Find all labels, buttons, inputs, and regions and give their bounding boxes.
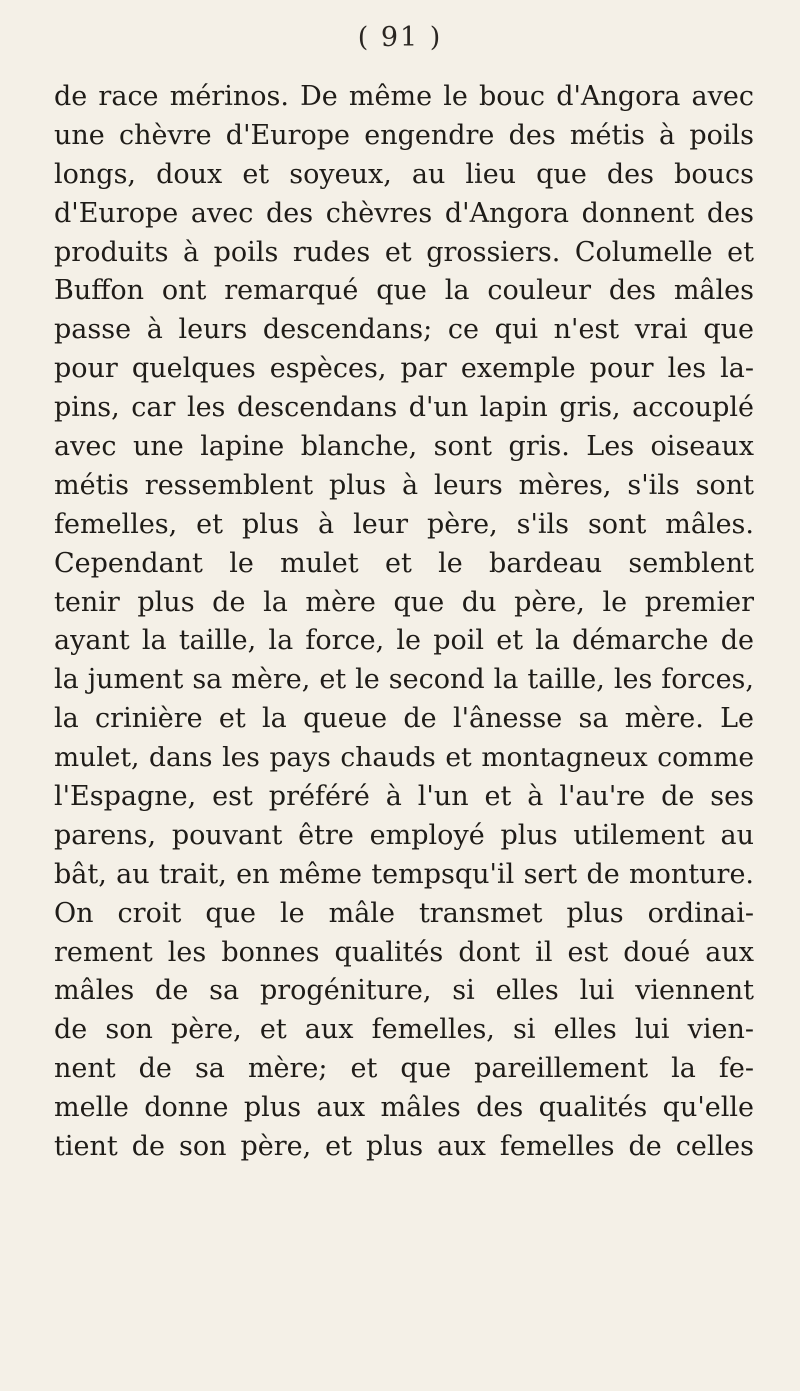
text-line: la crinière et la queue de l'ânesse sa mère. Le: [54, 703, 754, 735]
text-line: tient de son père, et plus aux femelles de celles: [54, 1131, 754, 1163]
text-line: longs, doux et soyeux, au lieu que des boucs: [54, 158, 754, 190]
text-line: de race mérinos. De même le bouc d'Angora avec: [54, 81, 754, 112]
text-line: passe à leurs descendans; ce qui n'est vrai que: [54, 314, 754, 346]
text-line: l'Espagne, est préféré à l'un et à l'au're de ses: [54, 781, 754, 813]
text-line: métis ressemblent plus à leurs mères, s'ils sont: [54, 469, 754, 501]
text-line: produits à poils rudes et grossiers. Columelle et: [54, 236, 754, 268]
text-line: mâles de sa progéniture, si elles lui viennent: [54, 975, 754, 1007]
text-line: la jument sa mère, et le second la taille, les forces,: [54, 664, 754, 696]
body-text: [54, 78, 754, 1167]
text-line: On croit que le mâle transmet plus ordinai-: [54, 897, 754, 929]
page-number: ( 91 ): [357, 22, 443, 53]
text-line: parens, pouvant être employé plus utilement au: [54, 819, 754, 851]
text-line: nent de sa mère; et que pareillement la fe-: [54, 1053, 754, 1085]
text-line: Cependant le mulet et le bardeau semblent: [54, 547, 754, 579]
text-line: bât, au trait, en même tempsqu'il sert de monture.: [54, 858, 754, 890]
text-line: femelles, et plus à leur père, s'ils sont mâles.: [54, 508, 754, 540]
text-line: d'Europe avec des chèvres d'Angora donnent des: [54, 197, 754, 229]
text-line: avec une lapine blanche, sont gris. Les oiseaux: [54, 431, 754, 463]
text-line: pins, car les descendans d'un lapin gris, accouplé: [54, 392, 754, 424]
text-line: rement les bonnes qualités dont il est doué aux: [54, 936, 754, 968]
text-line: pour quelques espèces, par exemple pour les la-: [54, 353, 754, 385]
text-line: une chèvre d'Europe engendre des métis à poils: [54, 119, 754, 151]
text-line: de son père, et aux femelles, si elles lui vien-: [54, 1014, 754, 1046]
text-line: mulet, dans les pays chauds et montagneux comme: [54, 742, 754, 774]
text-line: ayant la taille, la force, le poil et la démarche de: [54, 625, 754, 657]
text-line: Buffon ont remarqué que la couleur des mâles: [54, 275, 754, 307]
text-line: tenir plus de la mère que du père, le premier: [54, 586, 754, 618]
text-line: melle donne plus aux mâles des qualités qu'elle: [54, 1092, 754, 1124]
